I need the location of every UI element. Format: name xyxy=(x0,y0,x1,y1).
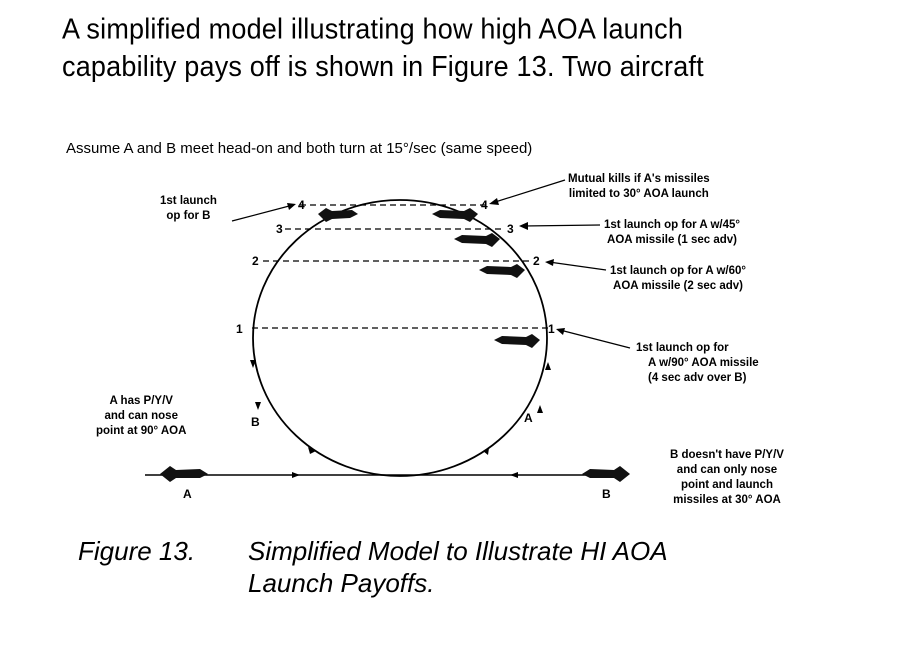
aircraft-label-a-turn: A xyxy=(524,411,533,425)
intro-line-2: capability pays off is shown in Figure 13. Two aircraft xyxy=(62,50,704,83)
point-1-left: 1 xyxy=(236,322,243,336)
jet-icon-a-3 xyxy=(454,233,500,247)
annotation-mutual-kills: Mutual kills if A's missiles limited to 30° AOA launch xyxy=(568,173,710,200)
aircraft-label-b-start: B xyxy=(602,487,611,501)
annotation-launch-60: 1st launch op for A w/60° AOA missile (2 sec adv) xyxy=(610,265,747,292)
assumption-text: Assume A and B meet head-on and both turn at 15°/sec (same speed) xyxy=(66,140,533,157)
jet-icon-a-2 xyxy=(479,264,525,278)
aircraft-label-b-turn: B xyxy=(251,415,260,429)
jet-icons xyxy=(160,208,630,482)
figure-title-line-1: Simplified Model to Illustrate HI AOA xyxy=(248,536,668,566)
annotation-launch-90: 1st launch op for A w/90° AOA missile (4 sec adv over B) xyxy=(636,342,759,384)
figure-number: Figure 13. xyxy=(78,536,196,566)
point-4-right: 4 xyxy=(481,198,488,212)
aircraft-label-a-start: A xyxy=(183,487,192,501)
direction-arrows xyxy=(250,360,551,478)
point-3-right: 3 xyxy=(507,222,514,236)
jet-icon-a-1 xyxy=(494,334,540,348)
point-2-right: 2 xyxy=(533,254,540,268)
point-3-left: 3 xyxy=(276,222,283,236)
jet-icon-b-start xyxy=(582,466,630,482)
point-1-right: 1 xyxy=(548,322,555,336)
figure-title-line-2: Launch Payoffs. xyxy=(248,568,435,598)
jet-icon-a-start xyxy=(160,466,208,482)
annotation-first-launch-b: 1st launch op for B xyxy=(160,195,217,222)
point-4-left: 4 xyxy=(298,198,305,212)
annotation-a-has-pyv: A has P/Y/V and can nose point at 90° AOA xyxy=(96,395,187,437)
intro-line-1: A simplified model illustrating how high AOA launch xyxy=(62,13,684,45)
point-2-left: 2 xyxy=(252,254,259,268)
annotation-b-doesnt-have-pyv: B doesn't have P/Y/V and can only nose point and launch missiles at 30° AOA xyxy=(670,449,784,506)
jet-icon-b-top xyxy=(318,208,358,222)
annotation-launch-45: 1st launch op for A w/45° AOA missile (1 sec adv) xyxy=(604,219,741,246)
